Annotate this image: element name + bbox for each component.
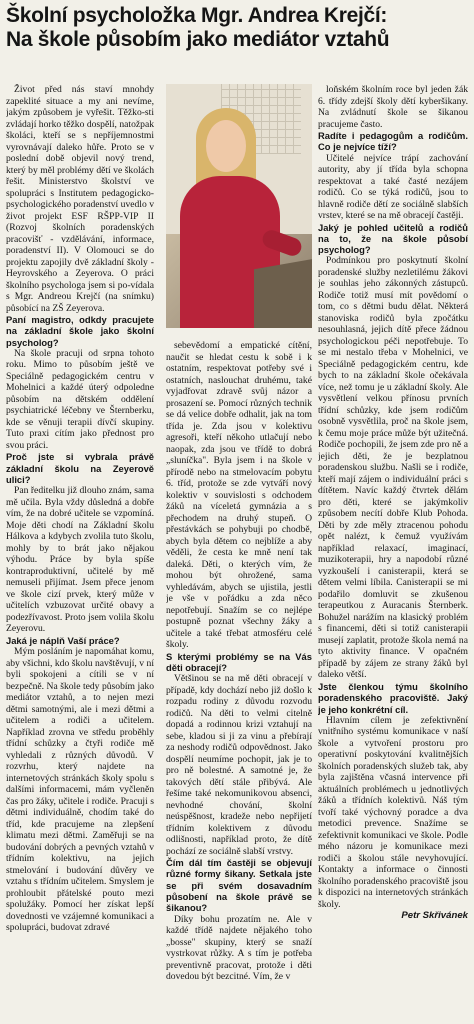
article-paragraph: sebevědomí a empatické cítění, naučit se hledat cestu k sobě i k ostatním, respektovat potřeby své i ostatních, naslouchat druhému, také vyjadřovat zdravě svůj názor a prosazení se. Pomocí různých technik se dá velice dobře odhalit, jak na tom třída je. Zda jsou v kolektivu agresoři, kteří někoho utlačují nebo naopak, zda jsou ve třídě to dobrá „sluníčka". Byla jsem i na škole v přírodě nebo na stmelovacím pobytu 6. tříd, protože se zde vytváří nový kolektiv v souvislosti s odchodem žáků na víceletá gymnázia a s přechodem na druhý stupeň. O přestávkách se pohybuji po chodbě, abych byla dětem co nejblíže a aby věděli, že cesta ke mně není tak daleká. Děti, o kterých vím, že mohou být ohrožené, sama vyhledávám, abych se ujistila, jestli je vše v pořádku a zda něco nepotřebují. Snažím se co nejlépe postupně poznat všechny žáky a učitele a také třebat atmosféru celé školy. [166, 340, 312, 650]
article-paragraph: Podmínkou pro poskytnutí školní poradenské služby nezletilému žákovi je souhlas jeho zákonných zástupců. Rodiče totiž musí mít povědomí o tom, co s dětmi budu dělat. Některá stanoviska rodičů byla zpočátku nesouhlasná, jejich dítě přece žádnou psychologickou péči nepotřebuje. To se mi nestalo třeba v Mohelnici, ve Speciálně pedagogickém centru, kde bych to na základní škole očekávala více, než tomu je u základní školy. Ale vysvětlení velkou přínosu prvních třídní schůzky, kde jsem rodičům osobně vysvětlila, proč na škole jsem, k čemu moje práce může být užitečná. Rodiče pochopili, že jsem zde pro ně a jejich děti, že je bezplatnou poradenskou službu. Našli se i rodiče, kteří mají zájem o individuální práci s dítětem. Navíc každý čtvrtek dělám pro děti, které se jakýmkoliv způsobem necítí dobře Klub Pohoda. Děti by zde měly ztracenou pohodu opět nalézt, k čemuž využívám například relaxací, imaginací, muzikoterapii, hry a napodobí různé vyzkoušelí i canisterapii, která se dětem velmi líbila. Canisterapii se mi podařilo domluvit se zkušenou terapeutkou z Auracanis Šternberk. Bohužel narážím na klasický problém s financemi, děti si totiž canisterapii musejí zaplatit, protože škola nemá na tyto aktivity finance. V opačném případě by zájem ze strany žáků byl daleko větší. [318, 255, 468, 681]
article-column-1 [6, 84, 154, 1019]
headline-line-1: Školní psycholožka Mgr. Andrea Krejčí: [6, 4, 388, 27]
portrait-photo [166, 84, 312, 328]
article-paragraph: Hlavním cílem je zefektivnění vnitřního systému komunikace v naší škole a vytvoření prostoru pro operativní poskytování kvalitnějších školních poradenských služeb tak, aby byla zajištěna včasná intervence při aktuálních problémech u jednotlivých žáků a třídních kolektivů. Náš tým tvoří také výchovný poradce a dva metodici prevence. Snažíme se zefektivnit komunikaci ve škole. Podle mého názoru je komunikace mezi rodiči a školou stále nevyhovující. Kontakty a informace o činnosti školního poradenského pracoviště jsou k dispozici na internetových stránkách školy. [318, 714, 468, 910]
article-paragraph: Život před nás staví mnohdy zapeklité situace a my ani nevíme, jakým způsobem je vyřešit. Těžko-sti zvládají horko těžko dospělí, natožpak školáci, kteří se s nepříjemnostmi vyrovnávají daleko hůře. Proto se v poslední době objevil nový trend, který by měl problémy dětí ve školách řešit. Ministerstvo školství ve spolupráci s Institutem pedagogicko-psychologického poradenství uvedlo v život projekt ESF RŠPP-VIP II (Rozvoj školních poradenských pracovišť - vzdělávání, informace, poradenství II). V Olomouci se do projektu zapojily dvě základní školy - Heyrovského a Zeyerova. O práci školního psychologa jsem si po-vídala s Mgr. Andreou Krejčí (na snímku) působící na ZŠ Zeyerova. [6, 84, 154, 314]
article-paragraph: Na škole pracuji od srpna tohoto roku. Mimo to působím ještě ve Speciálně pedagogickém centru v Mohelnici a každé úterý odpoledne působím na dětském oddělení psychiatrické léčebny ve Šternberku, kde se věnuji terapii dívčí skupiny. Tuto praxi cítím jako přednost pro svou práci. [6, 347, 154, 451]
article-paragraph: loňském školním roce byl jeden žák 6. třídy zdejší školy dětí kyberšikany. Na zvládnutí škole se šikanou pracujeme často. [318, 84, 468, 130]
article-paragraph: Pan ředitelku již dlouho znám, sama mě učila. Byla vždy důsledná a dobře vím, že na dobré učitele se vzpomíná. Moje děti chodí na Základní školu Hálkova a kdybych zvolila tuto školu, mohly by to brát jako nějakou výhodu. Práce by byla spíše kontraproduktivní, učitelé by mě nemuseli přijímat. Jsem přece jenom ve škole cizí prvek, který může v učitelích vzbuzovat určité obavy a podezřívavost. Proto jsem volila školu Zeyerovu. [6, 485, 154, 635]
article-paragraph: Mým posláním je napomáhat komu, aby všichni, kdo školu navštěvují, v ní byli spokojeni a cítili se v ní bezpečně. Na škole tedy působím jako mediátor vztahů, a to nejen mezi dětmi samotnými, ale i mezi dětmi a učitelem a rodiči a učitelem. Například zrovna ve středu proběhly třídní schůzky a čtyři rodiče mě vyhledali z různých důvodů. V rozvrhu, který najdete na internetových stránkách školy spolu s dalšími informacemi, mám vyčleněn čas pro žáky, učitele i rodiče. Pracuji s dětmi individuálně, chodím také do tříd, kde pracujeme na zlepšení klimatu mezi dětmi. Zaměřuji se na budování dobrých a pevných vztahů v třídním kolektivu, na jejich stmelování i budování důvěry ve vztahu s třídním učitelem. Smyslem je prohloubit přátelské pouto mezi spolužáky. Pomocí her získat lepší dovednosti ve vzájemné komunikaci a spolupráci, budovat zdravé [6, 646, 154, 934]
headline-line-2: Na škole působím jako mediátor vztahů [6, 28, 390, 51]
interview-question: S kterými problémy se na Vás děti obracejí? [166, 650, 312, 673]
article-column-2 [166, 340, 312, 1024]
article-paragraph: Většinou se na mě děti obracejí v případě, kdy dochází nebo již došlo k rozpadu rodiny z důvodu rozvodu rodičů. Na děti to velmi citelně dopadá a rodinnou krizi vztahují na sebe, kladou si ji za vinu a přebírají za neshody rodičů odpovědnost. Jako dospělí neumíme pochopit, jak je to pro ně bolestné. A samotné je, že takových dětí stále přibývá. Ale řešíme také nekomunikovou absenci, nevhodné chování, školní neúspěšnost, kradeže nebo nepřijetí třídním kolektivem z důvodu odlišnosti, například proto, že dítě pochází ze sociálně slabší vrstvy. [166, 673, 312, 857]
interview-question: Jste členkou týmu školního poradenského pracoviště. Jaký je jeho konkrétní cíl. [318, 680, 468, 715]
article-paragraph: Díky bohu prozatím ne. Ale v každé třídě najdete nějakého toho „bosse" skupiny, který se snaží vystrkovat růžky. A s tím je potřeba preventivně pracovat, protože i děti dovedou být bezcitné. Vím, že v [166, 913, 312, 983]
interview-question: Čím dál tím častěji se objevují různé formy šikany. Setkala jste se při svém dosavadním působení na škole právě se šikanou? [166, 857, 312, 914]
interview-question: Radíte i pedagogům a rodičům. Co je nejvíce tíží? [318, 130, 468, 153]
article-headline [6, 4, 468, 52]
author-signature: Petr Skřivánek [401, 910, 468, 922]
interview-question: Jaký je pohled učitelů a rodičů na to, že na škole působí psycholog? [318, 221, 468, 256]
interview-question: Proč jste si vybrala právě základní školu na Zeyerově ulici? [6, 451, 154, 485]
article-paragraph: Učitelé nejvíce trápí zachování autority, aby jí třída byla schopna respektovat a také časté nezájem rodičů. Co se týká rodičů, jsou to hlavně rodiče dětí ze sociálně slabších vrstev, které se na mě obracejí častěji. [318, 152, 468, 222]
article-column-3 [318, 84, 468, 1024]
interview-question: Paní magistro, odkdy pracujete na základní škole jako školní psycholog? [6, 314, 154, 348]
interview-question: Jaká je náplň Vaší práce? [6, 634, 120, 646]
